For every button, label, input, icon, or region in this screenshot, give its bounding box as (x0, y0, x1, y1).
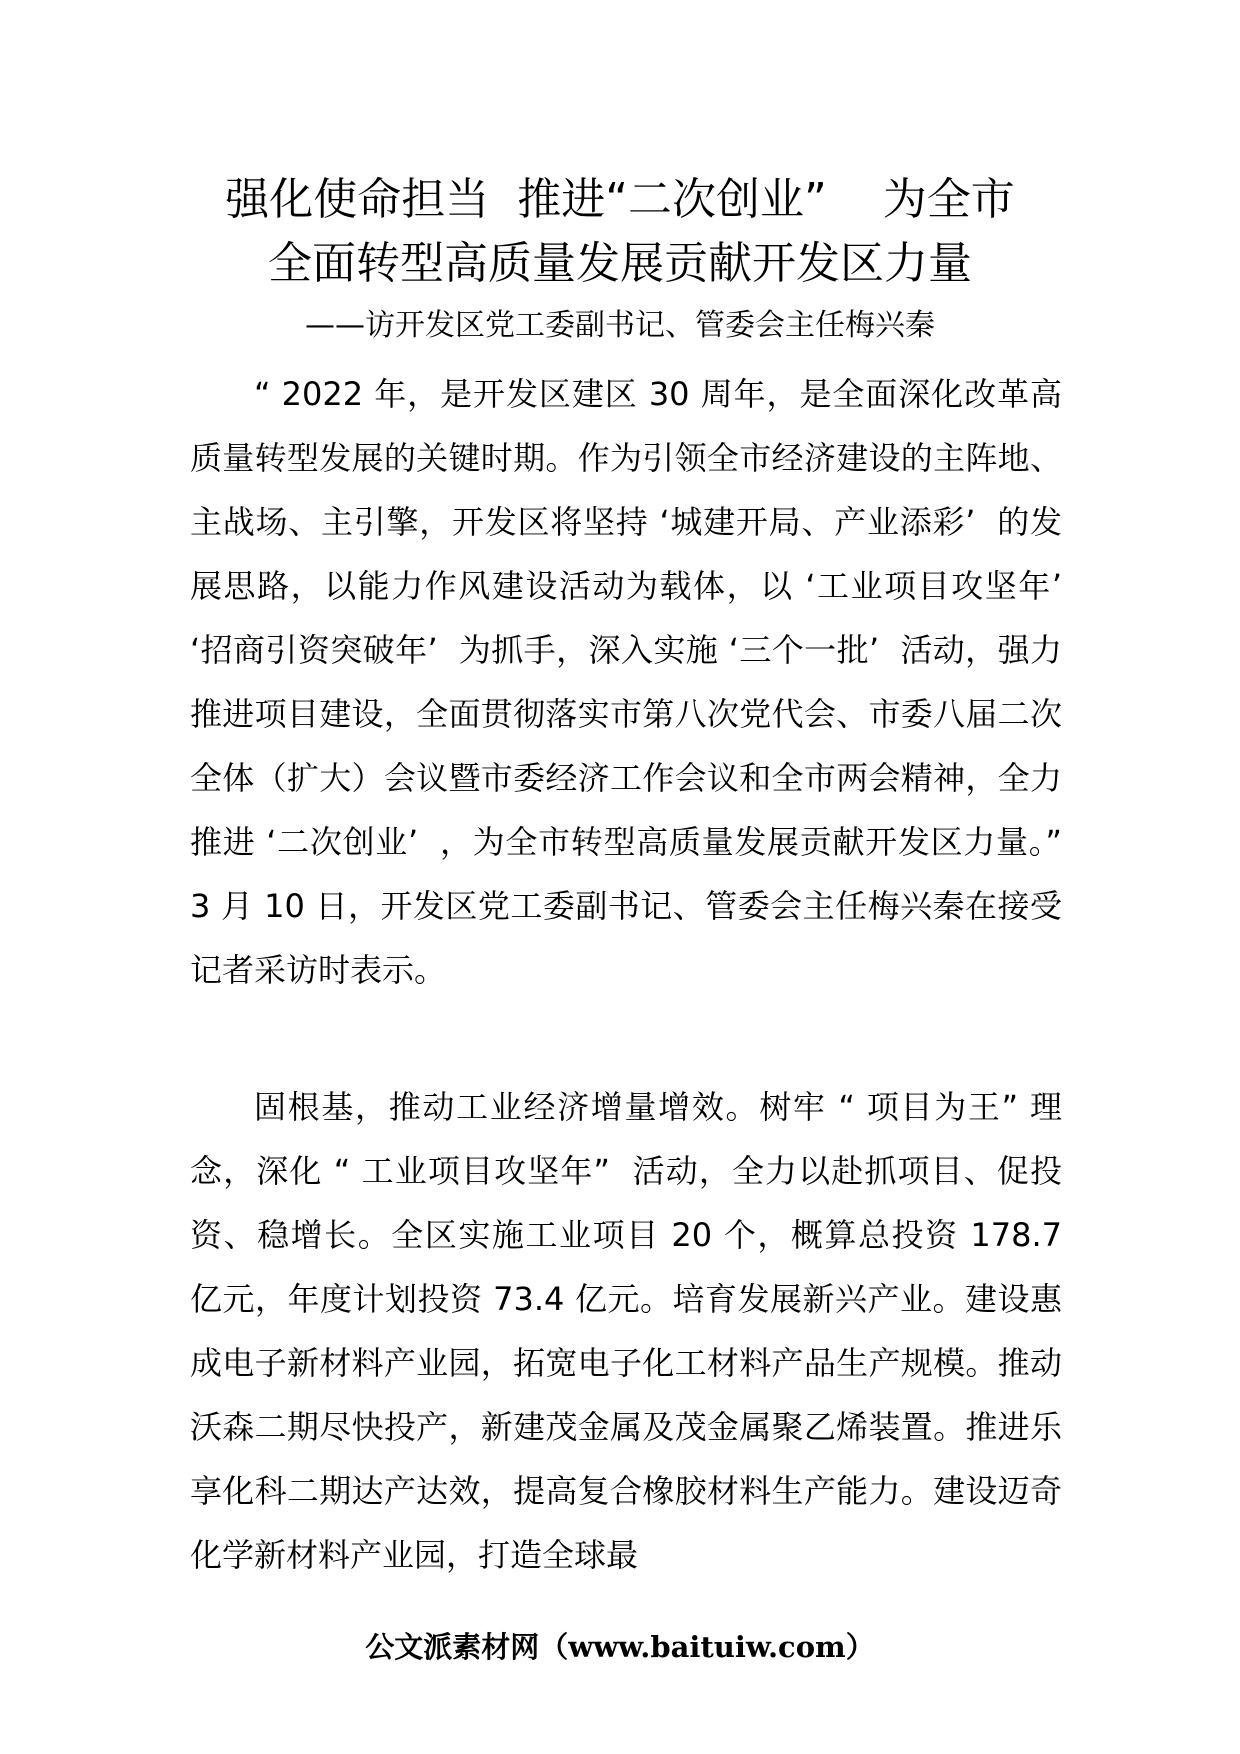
document-title-line-1: 强化使命担当 推进“二次创业” 为全市 (225, 174, 1015, 225)
footer-watermark-text: 公文派素材网（www.baituiw.com） (365, 1630, 875, 1664)
body-paragraph: “ 2022 年，是开发区建区 30 周年，是全面深化改革高质量转型发展的关键时期。作为引领全市经济建设的主阵地、主战场、主引擎，开发区将坚持 ‘城建开局、产业添彩’ 的发展思路，以能力作风建设活动为载体，以 ‘工业项目攻坚年’ ‘招商引资突破年’ 为抓手，深入实施 ‘三个一批’ 活动，强力推进项目建设，全面贯彻落实市第八次党代会、市委八届二次全体（扩大）会议暨市委经济工作会议和全市两会精神，全力推进 ‘二次创业’ ，为全市转型高质量发展贡献开发区力量。” 3 月 10 日，开发区党工委副书记、管委会主任梅兴秦在接受记者采访时表示。 (190, 375, 1083, 989)
body-paragraph: 固根基，推动工业经济增量增效。树牢 “ 项目为王” 理念，深化 “ 工业项目攻坚年” 活动，全力以赴抓项目、促投资、稳增长。全区实施工业项目 20 个，概算总投资 178.7 亿元，年度计划投资 73.4 亿元。培育发展新兴产业。建设惠成电子新材料产业园，拓宽电子化工材料产品生产规模。推动沃森二期尽快投产，新建茂金属及茂金属聚乙烯装置。推进乐享化科二期达产达效，提高复合橡胶材料生产能力。建设迈奇化学新材料产业园，打造全球最 (190, 1088, 1073, 1574)
document-title-line-2: 全面转型高质量发展贡献开发区力量 (268, 238, 972, 289)
document-subtitle: ——访开发区党工委副书记、管委会主任梅兴秦 (305, 308, 935, 343)
